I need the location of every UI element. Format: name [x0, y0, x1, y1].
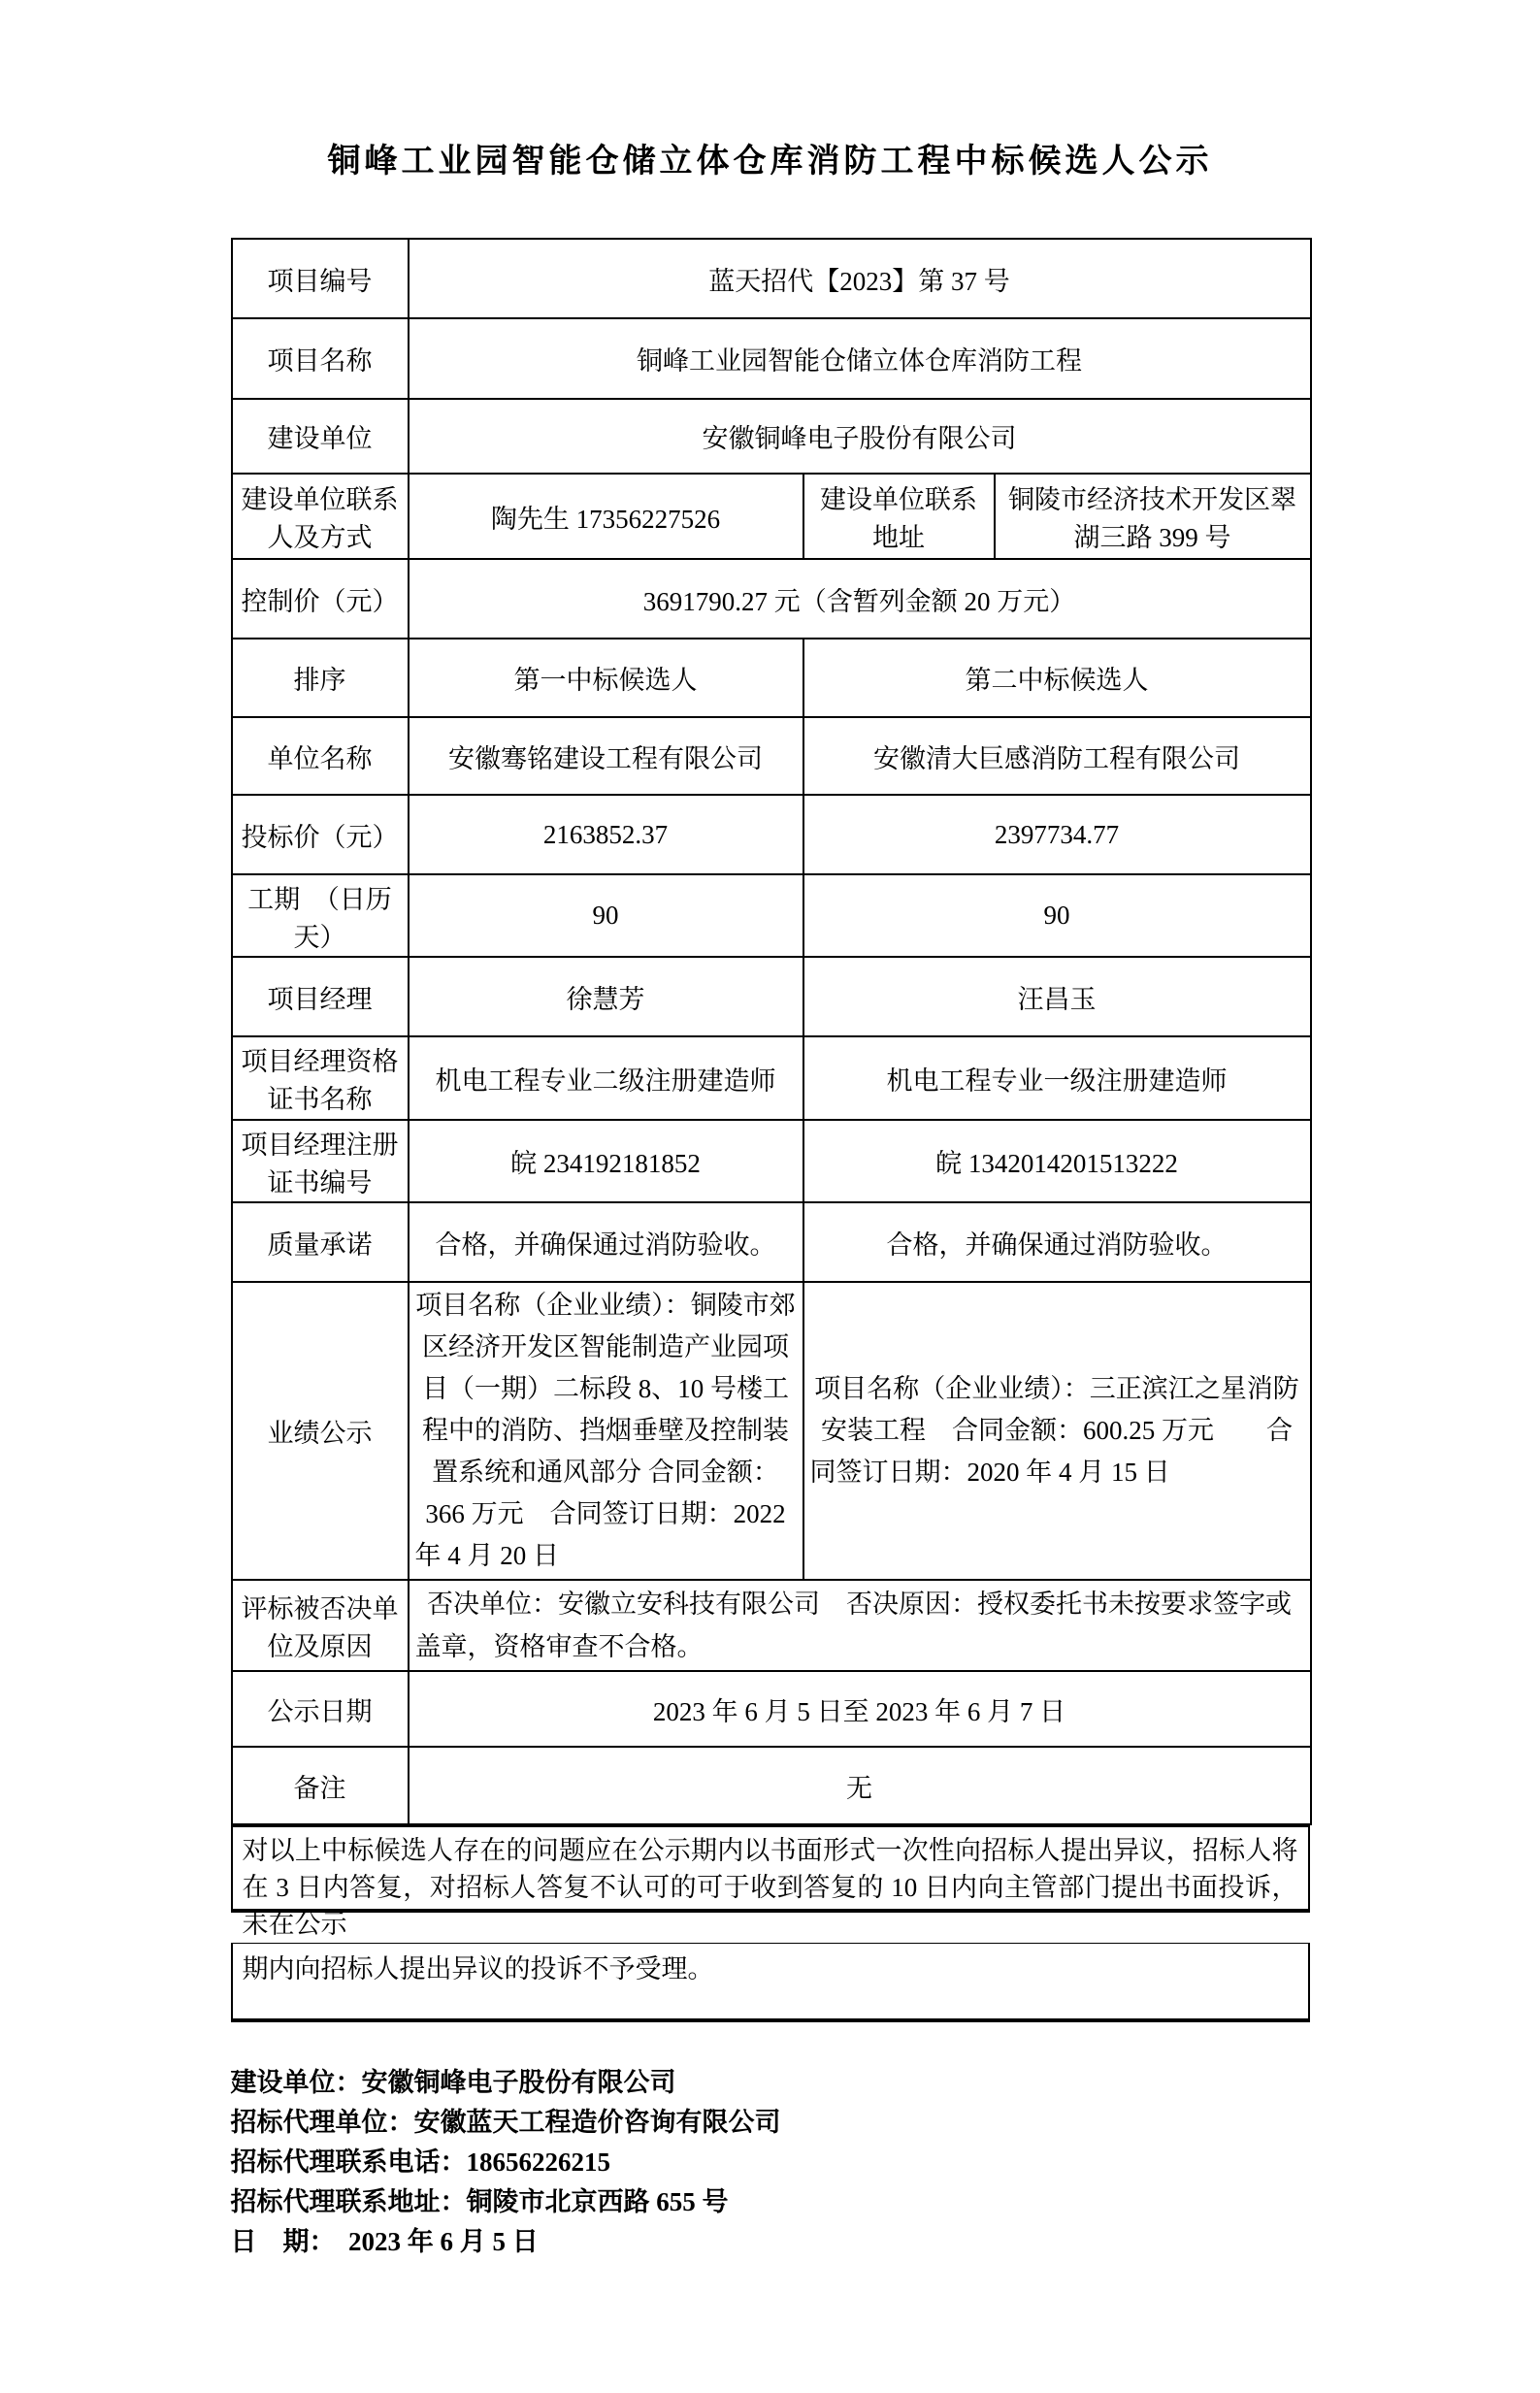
footer-agency-address: 招标代理联系地址：铜陵市北京西路 655 号 — [230, 2187, 729, 2216]
footer-agency-phone: 招标代理联系电话：18656226215 — [230, 2147, 610, 2177]
row-company-name — [232, 717, 1311, 795]
row-owner-unit — [232, 399, 1311, 474]
cell-candidate-1: 项目名称（企业业绩）：铜陵市郊区经济开发区智能制造产业园项目（一期）二标段 8、10 号楼工程中的消防、挡烟垂壁及控制装置系统和通风部分 合同金额：366 万元 合同签订日期：2022 年 4 月 20 日 — [409, 1282, 803, 1580]
cell-label: 项目名称 — [232, 318, 409, 399]
cell-candidate-2: 汪昌玉 — [803, 957, 1311, 1036]
cell-candidate-1: 皖 234192181852 — [409, 1120, 803, 1202]
cell-label: 建设单位 — [232, 399, 409, 474]
cell-label: 评标被否决单位及原因 — [232, 1580, 409, 1671]
cell-value: 安徽铜峰电子股份有限公司 — [409, 399, 1311, 474]
cell-label: 公示日期 — [232, 1671, 409, 1747]
row-manager-certificate-number — [232, 1120, 1311, 1202]
row-project-name — [232, 318, 1311, 399]
row-control-price — [232, 559, 1311, 639]
cell-label: 工期 （日历天） — [232, 874, 409, 957]
row-manager-certificate-name — [232, 1036, 1311, 1120]
cell-label: 项目经理 — [232, 957, 409, 1036]
cell-label: 排序 — [232, 639, 409, 717]
objection-notice-part-1: 对以上中标候选人存在的问题应在公示期内以书面形式一次性向招标人提出异议，招标人将在 3 日内答复，对招标人答复不认可的可于收到答复的 10 日内向主管部门提出书面投诉，未在公示 — [231, 1825, 1310, 1913]
cell-candidate-1: 机电工程专业二级注册建造师 — [409, 1036, 803, 1120]
row-publicity-date — [232, 1671, 1311, 1747]
cell-candidate-1: 2163852.37 — [409, 795, 803, 874]
objection-notice-part-2: 期内向招标人提出异议的投诉不予受理。 — [231, 1943, 1310, 2022]
cell-candidate-2: 合格，并确保通过消防验收。 — [803, 1202, 1311, 1282]
cell-candidate-1: 合格，并确保通过消防验收。 — [409, 1202, 803, 1282]
cell-label: 投标价（元） — [232, 795, 409, 874]
cell-label: 项目经理资格证书名称 — [232, 1036, 409, 1120]
cell-candidate-2: 2397734.77 — [803, 795, 1311, 874]
cell-value: 2023 年 6 月 5 日至 2023 年 6 月 7 日 — [409, 1671, 1311, 1747]
footer-owner-unit: 建设单位：安徽铜峰电子股份有限公司 — [230, 2068, 676, 2097]
cell-label: 质量承诺 — [232, 1202, 409, 1282]
row-rejected-bidders — [232, 1580, 1311, 1671]
row-duration — [232, 874, 1311, 957]
cell-candidate-2: 安徽清大巨感消防工程有限公司 — [803, 717, 1311, 795]
cell-value: 蓝天招代【2023】第 37 号 — [409, 239, 1311, 318]
cell-candidate-1: 第一中标候选人 — [409, 639, 803, 717]
row-owner-contact — [232, 474, 1311, 559]
cell-address-label: 建设单位联系地址 — [803, 474, 995, 559]
page-title: 铜峰工业园智能仓储立体仓库消防工程中标候选人公示 — [327, 143, 1213, 180]
cell-candidate-1: 徐慧芳 — [409, 957, 803, 1036]
cell-contact-value: 陶先生 17356227526 — [409, 474, 803, 559]
cell-label: 备注 — [232, 1747, 409, 1824]
cell-candidate-2: 机电工程专业一级注册建造师 — [803, 1036, 1311, 1120]
document-page — [231, 0, 1310, 2262]
cell-label: 项目经理注册证书编号 — [232, 1120, 409, 1202]
row-project-manager — [232, 957, 1311, 1036]
page-break-gap — [231, 1913, 1310, 1943]
row-remarks — [232, 1747, 1311, 1824]
cell-value: 铜峰工业园智能仓储立体仓库消防工程 — [409, 318, 1311, 399]
row-quality-commitment — [232, 1202, 1311, 1282]
cell-candidate-2: 皖 1342014201513222 — [803, 1120, 1311, 1202]
cell-label: 项目编号 — [232, 239, 409, 318]
footer-date: 日 期： 2023 年 6 月 5 日 — [230, 2227, 539, 2256]
cell-candidate-1: 安徽骞铭建设工程有限公司 — [409, 717, 803, 795]
cell-label: 单位名称 — [232, 717, 409, 795]
cell-address-value: 铜陵市经济技术开发区翠湖三路 399 号 — [995, 474, 1311, 559]
cell-candidate-2: 项目名称（企业业绩）：三正滨江之星消防安装工程 合同金额：600.25 万元 合同签订日期：2020 年 4 月 15 日 — [803, 1282, 1311, 1580]
cell-value: 3691790.27 元（含暂列金额 20 万元） — [409, 559, 1311, 639]
signature-block — [231, 2063, 1310, 2262]
cell-candidate-2: 90 — [803, 874, 1311, 957]
cell-label: 业绩公示 — [232, 1282, 409, 1580]
row-project-number — [232, 239, 1311, 318]
cell-label: 控制价（元） — [232, 559, 409, 639]
cell-value: 无 — [409, 1747, 1311, 1824]
row-performance-publicity — [232, 1282, 1311, 1580]
announcement-table — [231, 238, 1312, 1825]
footer-agency-unit: 招标代理单位：安徽蓝天工程造价咨询有限公司 — [230, 2108, 781, 2137]
cell-value: 否决单位：安徽立安科技有限公司 否决原因：授权委托书未按要求签字或盖章，资格审查不合格。 — [409, 1580, 1311, 1671]
row-bid-price — [232, 795, 1311, 874]
row-ranking — [232, 639, 1311, 717]
cell-candidate-1: 90 — [409, 874, 803, 957]
cell-label: 建设单位联系人及方式 — [232, 474, 409, 559]
cell-candidate-2: 第二中标候选人 — [803, 639, 1311, 717]
